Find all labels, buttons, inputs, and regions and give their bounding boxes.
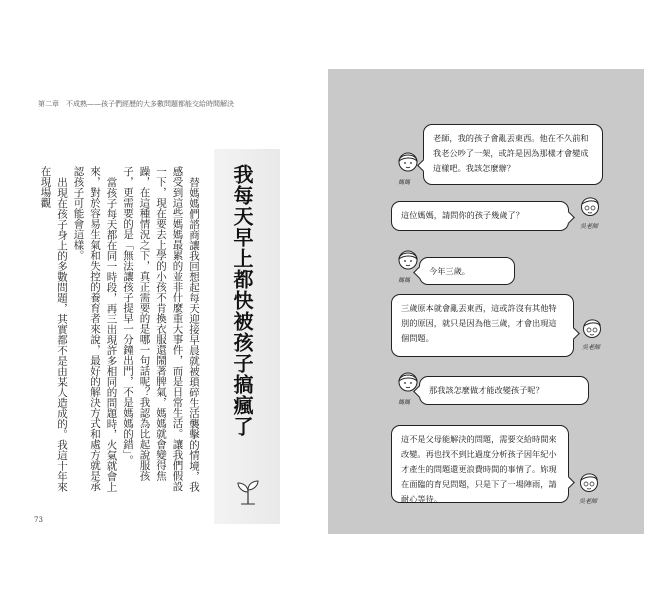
- speech-bubble-teacher-1: [391, 201, 569, 231]
- teacher-avatar-icon: [578, 193, 602, 219]
- section-title: 我每天早上都快被孩子搞瘋了: [230, 164, 254, 437]
- teacher-avatar-icon: [580, 315, 604, 341]
- bubble-tail: [562, 476, 575, 489]
- speech-bubble-mother-2: [419, 257, 515, 285]
- bubble-tail: [567, 327, 580, 340]
- teacher-avatar-icon: [577, 469, 601, 495]
- speech-bubble-teacher-2: [391, 294, 574, 357]
- bubble-tail: [562, 211, 575, 224]
- bubble-text: 今年三歲。: [429, 266, 470, 276]
- speech-bubble-teacher-3: [391, 425, 569, 503]
- speaker-label-teacher-2: 吳老師: [582, 344, 601, 351]
- speaker-label-mother-2: 媽媽: [398, 277, 411, 284]
- body-text: [39, 166, 202, 501]
- running-head: 第二章 不成熟——孩子們經歷的大多數問題都能交給時間解決: [38, 100, 234, 108]
- page-number: 73: [34, 516, 43, 524]
- bubble-text: 三歲原本就會亂丟東西，這或許沒有其他特別的原因，就只是因為他三歲，才會出現這個問題。: [401, 303, 557, 343]
- bubble-text: 這位媽媽，請問你的孩子幾歲了？: [401, 210, 524, 220]
- speaker-label-mother-1: 媽媽: [398, 179, 411, 186]
- speech-bubble-mother-3: [419, 376, 589, 405]
- bubble-text: 那我該怎麼做才能改變孩子呢？: [429, 385, 544, 395]
- bubble-text: 這不是父母能解決的問題，需要交給時間來改變。再也找不到比過度分析孩子因年紀小才產生的問題還更浪費時間的事情了。妳現在面臨的育兒問題，只是下了一場陣雨，請耐心等待。: [401, 434, 557, 504]
- right-page: [328, 69, 644, 534]
- speaker-label-teacher-1: 吳老師: [580, 223, 599, 230]
- bubble-text: 老師，我的孩子會亂丟東西。他在不久前和我老公吵了一架，或許是因為那樣才會變成這樣吧。我該怎麼辦？: [433, 133, 589, 173]
- speech-bubble-mother-1: [423, 124, 603, 185]
- speaker-label-teacher-3: 吳老師: [579, 498, 598, 505]
- speaker-label-mother-3: 媽媽: [398, 399, 411, 406]
- sprout-icon: [230, 472, 266, 508]
- paragraph-3: 出現在孩子身上的多數問題，其實都不是由某人造成的。我這十年來在現場觀: [39, 166, 68, 492]
- paragraph-1: 替媽媽們諮商讓我回想起每天迎接早晨就被瑣碎生活襲擊的情境，我感受到這些媽媽最累的並非什麼重大事件，而是日常生活。讓我們假設一下，現在要去上學的小孩不肯換衣服還鬧著脾氣，媽媽就會變得焦躁，在這種情況之下，真正需要的是哪一句話呢？我認為比起說服孩子，更需要的是「無法讓孩子提早一分鐘出門，不是媽媽的錯」。: [122, 166, 200, 492]
- paragraph-2: 當孩子每天都在同一時段，再三出現許多相同的問題時，火氣就會上來，對於容易生氣和失控的養育者來說，最好的解決方式和處方就是承認孩子可能會這樣。: [72, 166, 118, 492]
- left-page: [22, 84, 328, 534]
- mother-avatar-icon: [396, 149, 420, 175]
